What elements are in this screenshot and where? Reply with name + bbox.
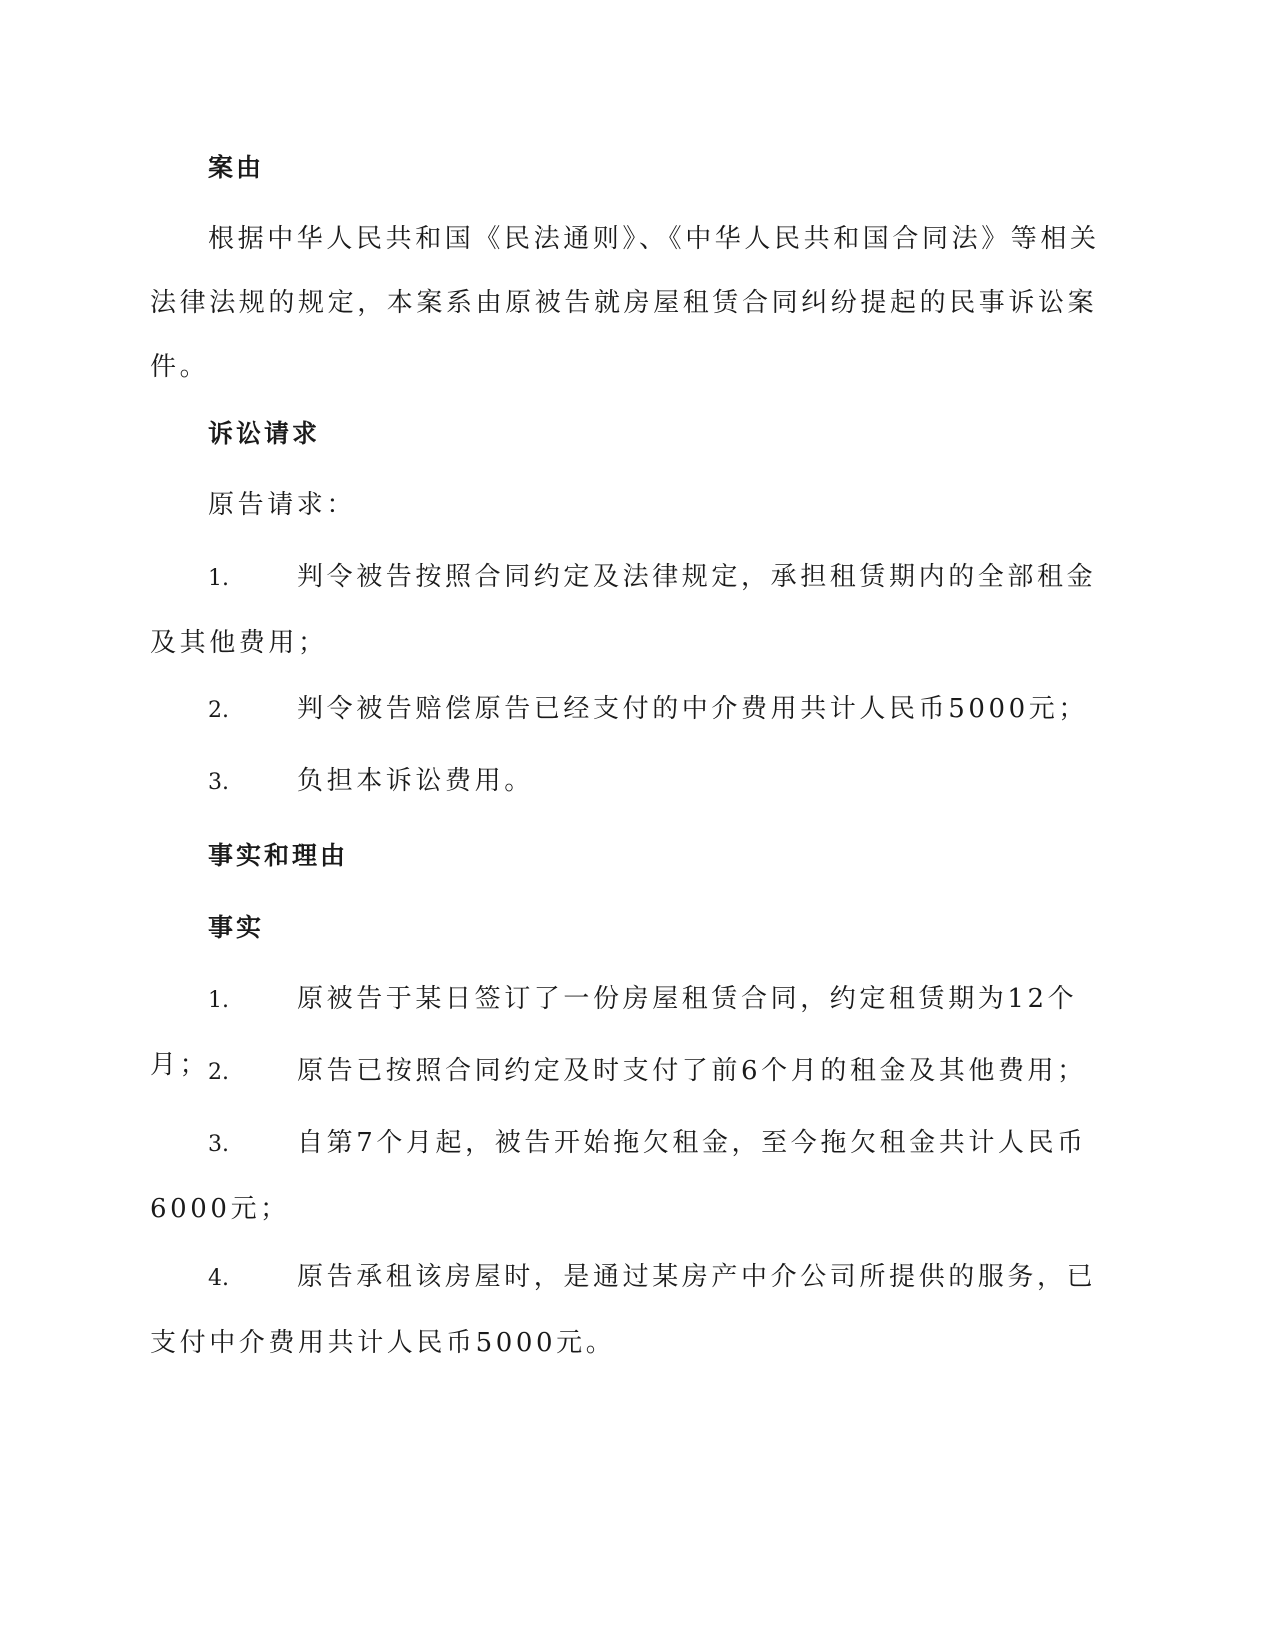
fact-item-4	[150, 1245, 1110, 1375]
fact-item-text: 原被告于某日签订了一份房屋租赁合同，约定租赁期为12个月；	[150, 984, 1078, 1080]
claim-item-2	[150, 677, 1110, 743]
fact-item-2	[150, 1039, 1110, 1105]
case-cause-paragraph: 根据中华人民共和国《民法通则》、《中华人民共和国合同法》等相关法律法规的规定，本案系由原被告就房屋租赁合同纠纷提起的民事诉讼案件。	[150, 224, 1100, 382]
claim-item-1	[150, 545, 1110, 675]
claims-intro: 原告请求：	[208, 490, 357, 520]
fact-item-3	[150, 1111, 1110, 1241]
fact-item-text: 原告已按照合同约定及时支付了前6个月的租金及其他费用；	[297, 1056, 1087, 1086]
claim-item-number: 1.	[208, 566, 229, 591]
claim-item-number: 3.	[208, 770, 229, 795]
section-heading-facts-reasons: 事实和理由	[208, 841, 349, 870]
fact-item-number: 1.	[208, 988, 229, 1013]
fact-item-number: 2.	[208, 1060, 229, 1085]
fact-item-text: 自第7个月起，被告开始拖欠租金，至今拖欠租金共计人民币6000元；	[150, 1128, 1087, 1224]
fact-item-text: 原告承租该房屋时，是通过某房产中介公司所提供的服务，已支付中介费用共计人民币5000元。	[150, 1262, 1097, 1358]
subheading-facts: 事实	[208, 913, 265, 942]
claim-item-text: 判令被告赔偿原告已经支付的中介费用共计人民币5000元；	[297, 694, 1088, 724]
section-heading-case-cause: 案由	[208, 153, 265, 182]
claim-item-text: 负担本诉讼费用。	[297, 766, 534, 796]
claim-item-number: 2.	[208, 698, 229, 723]
claim-item-text: 判令被告按照合同约定及法律规定，承担租赁期内的全部租金及其他费用；	[150, 562, 1097, 658]
section-heading-claims: 诉讼请求	[208, 419, 321, 448]
fact-item-number: 3.	[208, 1132, 229, 1157]
claim-item-3	[150, 749, 1110, 815]
fact-item-number: 4.	[208, 1266, 229, 1291]
